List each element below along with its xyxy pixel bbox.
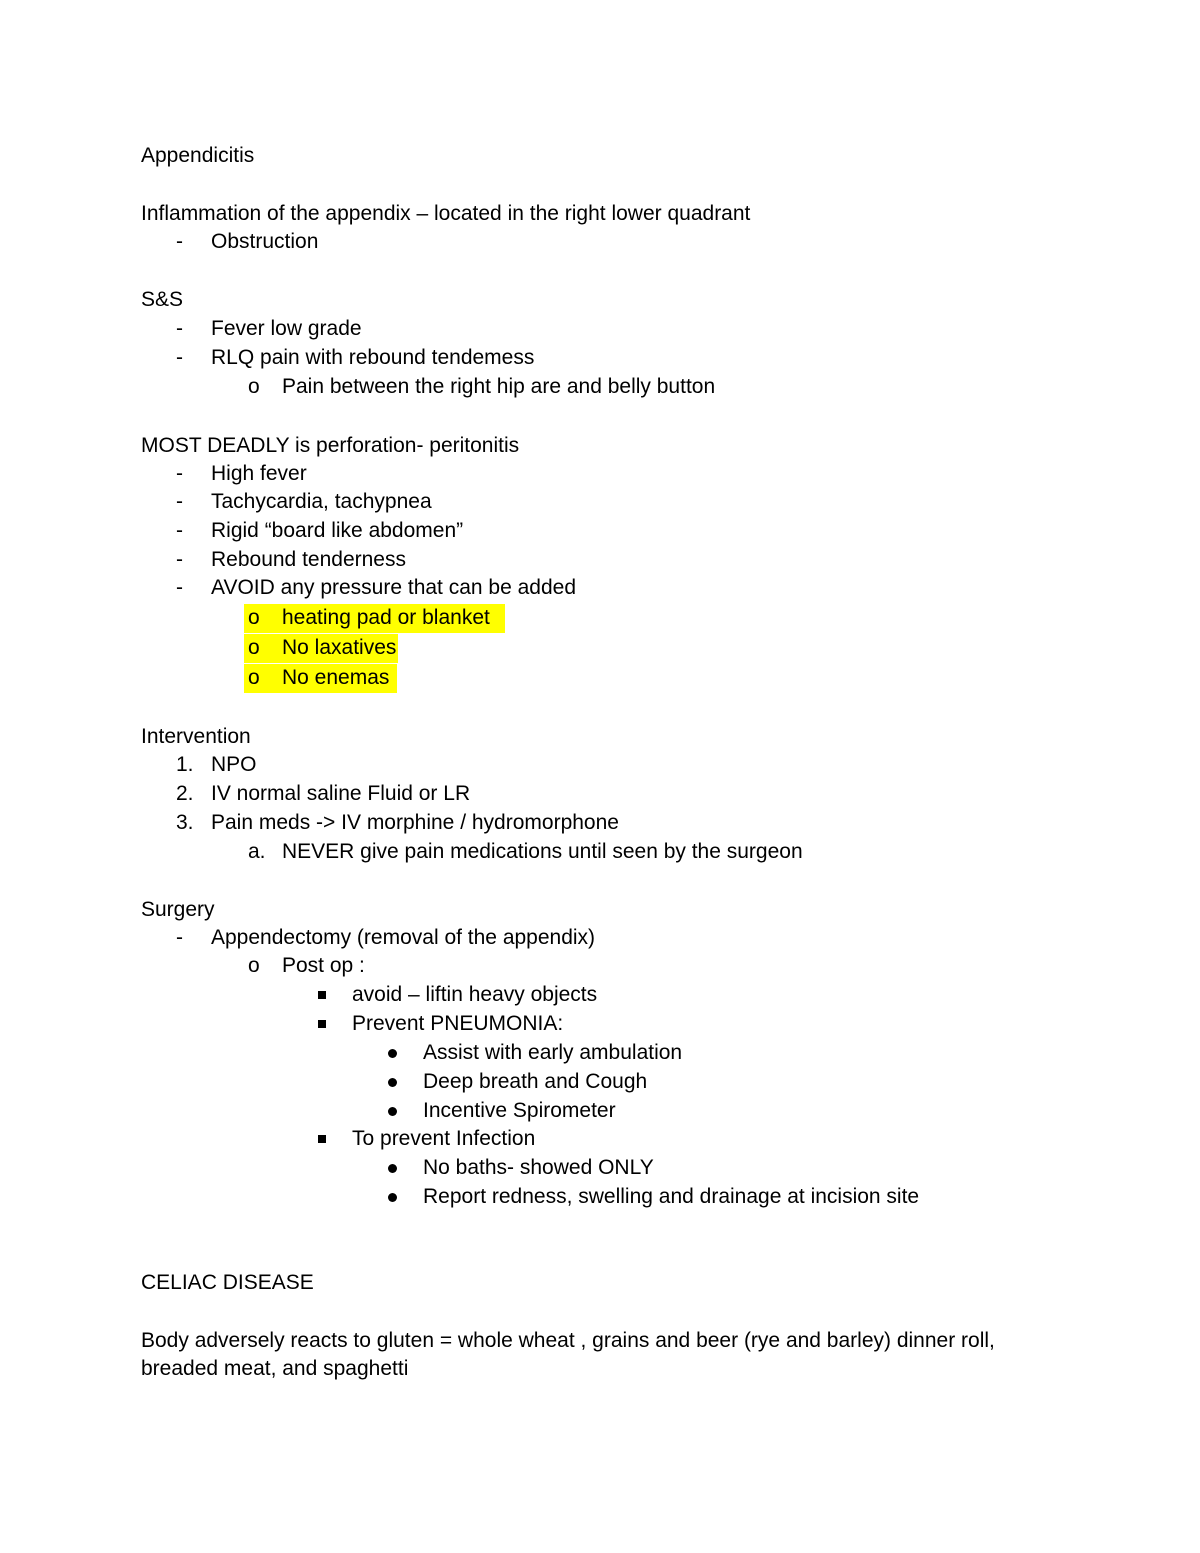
- square-bullet-icon: [318, 1135, 326, 1143]
- list-item-text: High fever: [211, 462, 307, 485]
- sub-list-item-text: Pain between the right hip are and belly button: [282, 375, 716, 398]
- celiac-paragraph-line: [0, 1327, 1200, 1355]
- celiac-paragraph-line: [0, 1355, 1200, 1383]
- dot-item: [0, 1068, 1200, 1096]
- list-item: [0, 315, 1200, 343]
- dot-bullet-icon: [388, 1193, 397, 1202]
- square-bullet-icon: [318, 991, 326, 999]
- list-item: [0, 228, 1200, 256]
- list-item-text: AVOID any pressure that can be added: [211, 576, 576, 599]
- title-appendicitis: Appendicitis: [141, 144, 255, 167]
- dot-item: [0, 1097, 1200, 1125]
- dash-bullet: -: [176, 548, 183, 571]
- surgery-heading-text: Surgery: [141, 898, 215, 921]
- list-item: [0, 488, 1200, 516]
- lettered-item-text: NEVER give pain medications until seen by the surgeon: [282, 840, 803, 863]
- dash-bullet: -: [176, 317, 183, 340]
- square-bullet-icon: [318, 1020, 326, 1028]
- highlighted-text: No enemas: [282, 666, 390, 689]
- dot-item: [0, 1154, 1200, 1182]
- sub-list-item: [0, 952, 1200, 980]
- dash-bullet: -: [176, 490, 183, 513]
- surgery-heading: [0, 896, 1200, 924]
- circle-bullet: o: [248, 666, 260, 689]
- dash-bullet: -: [176, 576, 183, 599]
- numbered-item: [0, 809, 1200, 837]
- definition-text: Inflammation of the appendix – located in the right lower quadrant: [141, 202, 751, 225]
- intervention-heading: [0, 723, 1200, 751]
- numbered-item-text: IV normal saline Fluid or LR: [211, 782, 471, 805]
- list-item-text: Rigid “board like abdomen”: [211, 519, 464, 542]
- list-item: [0, 924, 1200, 952]
- list-item-text: Obstruction: [211, 230, 319, 253]
- list-item-text: Fever low grade: [211, 317, 362, 340]
- circle-bullet: o: [248, 636, 260, 659]
- dot-item-text: No baths- showed ONLY: [423, 1156, 654, 1179]
- list-item: [0, 517, 1200, 545]
- square-item: [0, 1010, 1200, 1038]
- dot-bullet-icon: [388, 1078, 397, 1087]
- list-item: [0, 546, 1200, 574]
- section-title: [0, 142, 1200, 170]
- dot-item-text: Incentive Spirometer: [423, 1099, 616, 1122]
- square-item-text: To prevent Infection: [352, 1127, 536, 1150]
- highlighted-text: No laxatives: [282, 636, 397, 659]
- definition-line: [0, 200, 1200, 228]
- highlighted-item: [0, 664, 1200, 692]
- letter-marker: a.: [248, 840, 266, 863]
- dot-bullet-icon: [388, 1049, 397, 1058]
- dot-bullet-icon: [388, 1164, 397, 1173]
- number-marker: 3.: [176, 811, 194, 834]
- intervention-heading-text: Intervention: [141, 725, 251, 748]
- list-item: [0, 574, 1200, 602]
- dot-item-text: Deep breath and Cough: [423, 1070, 648, 1093]
- dot-item: [0, 1039, 1200, 1067]
- square-item-text: Prevent PNEUMONIA:: [352, 1012, 564, 1035]
- dash-bullet: -: [176, 462, 183, 485]
- circle-bullet: o: [248, 954, 260, 977]
- number-marker: 2.: [176, 782, 194, 805]
- circle-bullet: o: [248, 606, 260, 629]
- dash-bullet: -: [176, 346, 183, 369]
- highlighted-text: heating pad or blanket: [282, 606, 490, 629]
- highlighted-item: [0, 604, 1200, 632]
- dash-bullet: -: [176, 926, 183, 949]
- number-marker: 1.: [176, 753, 194, 776]
- numbered-item: [0, 751, 1200, 779]
- sub-list-item-text: Post op :: [282, 954, 365, 977]
- celiac-text: breaded meat, and spaghetti: [141, 1357, 409, 1380]
- circle-bullet: o: [248, 375, 260, 398]
- dot-item-text: Assist with early ambulation: [423, 1041, 683, 1064]
- square-item: [0, 1125, 1200, 1153]
- sas-heading-text: S&S: [141, 288, 184, 311]
- square-item-text: avoid – liftin heavy objects: [352, 983, 598, 1006]
- numbered-item-text: Pain meds -> IV morphine / hydromorphone: [211, 811, 619, 834]
- highlighted-item: [0, 634, 1200, 662]
- dash-bullet: -: [176, 230, 183, 253]
- dot-bullet-icon: [388, 1107, 397, 1116]
- lettered-item: [0, 838, 1200, 866]
- celiac-text: Body adversely reacts to gluten = whole wheat , grains and beer (rye and barley) dinner roll,: [141, 1329, 995, 1352]
- list-item-text: Rebound tenderness: [211, 548, 406, 571]
- numbered-item: [0, 780, 1200, 808]
- deadly-heading-text: MOST DEADLY is perforation- peritonitis: [141, 434, 520, 457]
- dash-bullet: -: [176, 519, 183, 542]
- sub-list-item: [0, 373, 1200, 401]
- sas-heading: [0, 286, 1200, 314]
- dot-item-text: Report redness, swelling and drainage at incision site: [423, 1185, 920, 1208]
- dot-item: [0, 1183, 1200, 1211]
- list-item-text: Tachycardia, tachypnea: [211, 490, 432, 513]
- list-item-text: Appendectomy (removal of the appendix): [211, 926, 596, 949]
- celiac-heading-text: CELIAC DISEASE: [141, 1271, 314, 1294]
- numbered-item-text: NPO: [211, 753, 257, 776]
- list-item-text: RLQ pain with rebound tendemess: [211, 346, 535, 369]
- list-item: [0, 460, 1200, 488]
- list-item: [0, 344, 1200, 372]
- celiac-heading: [0, 1269, 1200, 1297]
- square-item: [0, 981, 1200, 1009]
- deadly-heading: [0, 432, 1200, 460]
